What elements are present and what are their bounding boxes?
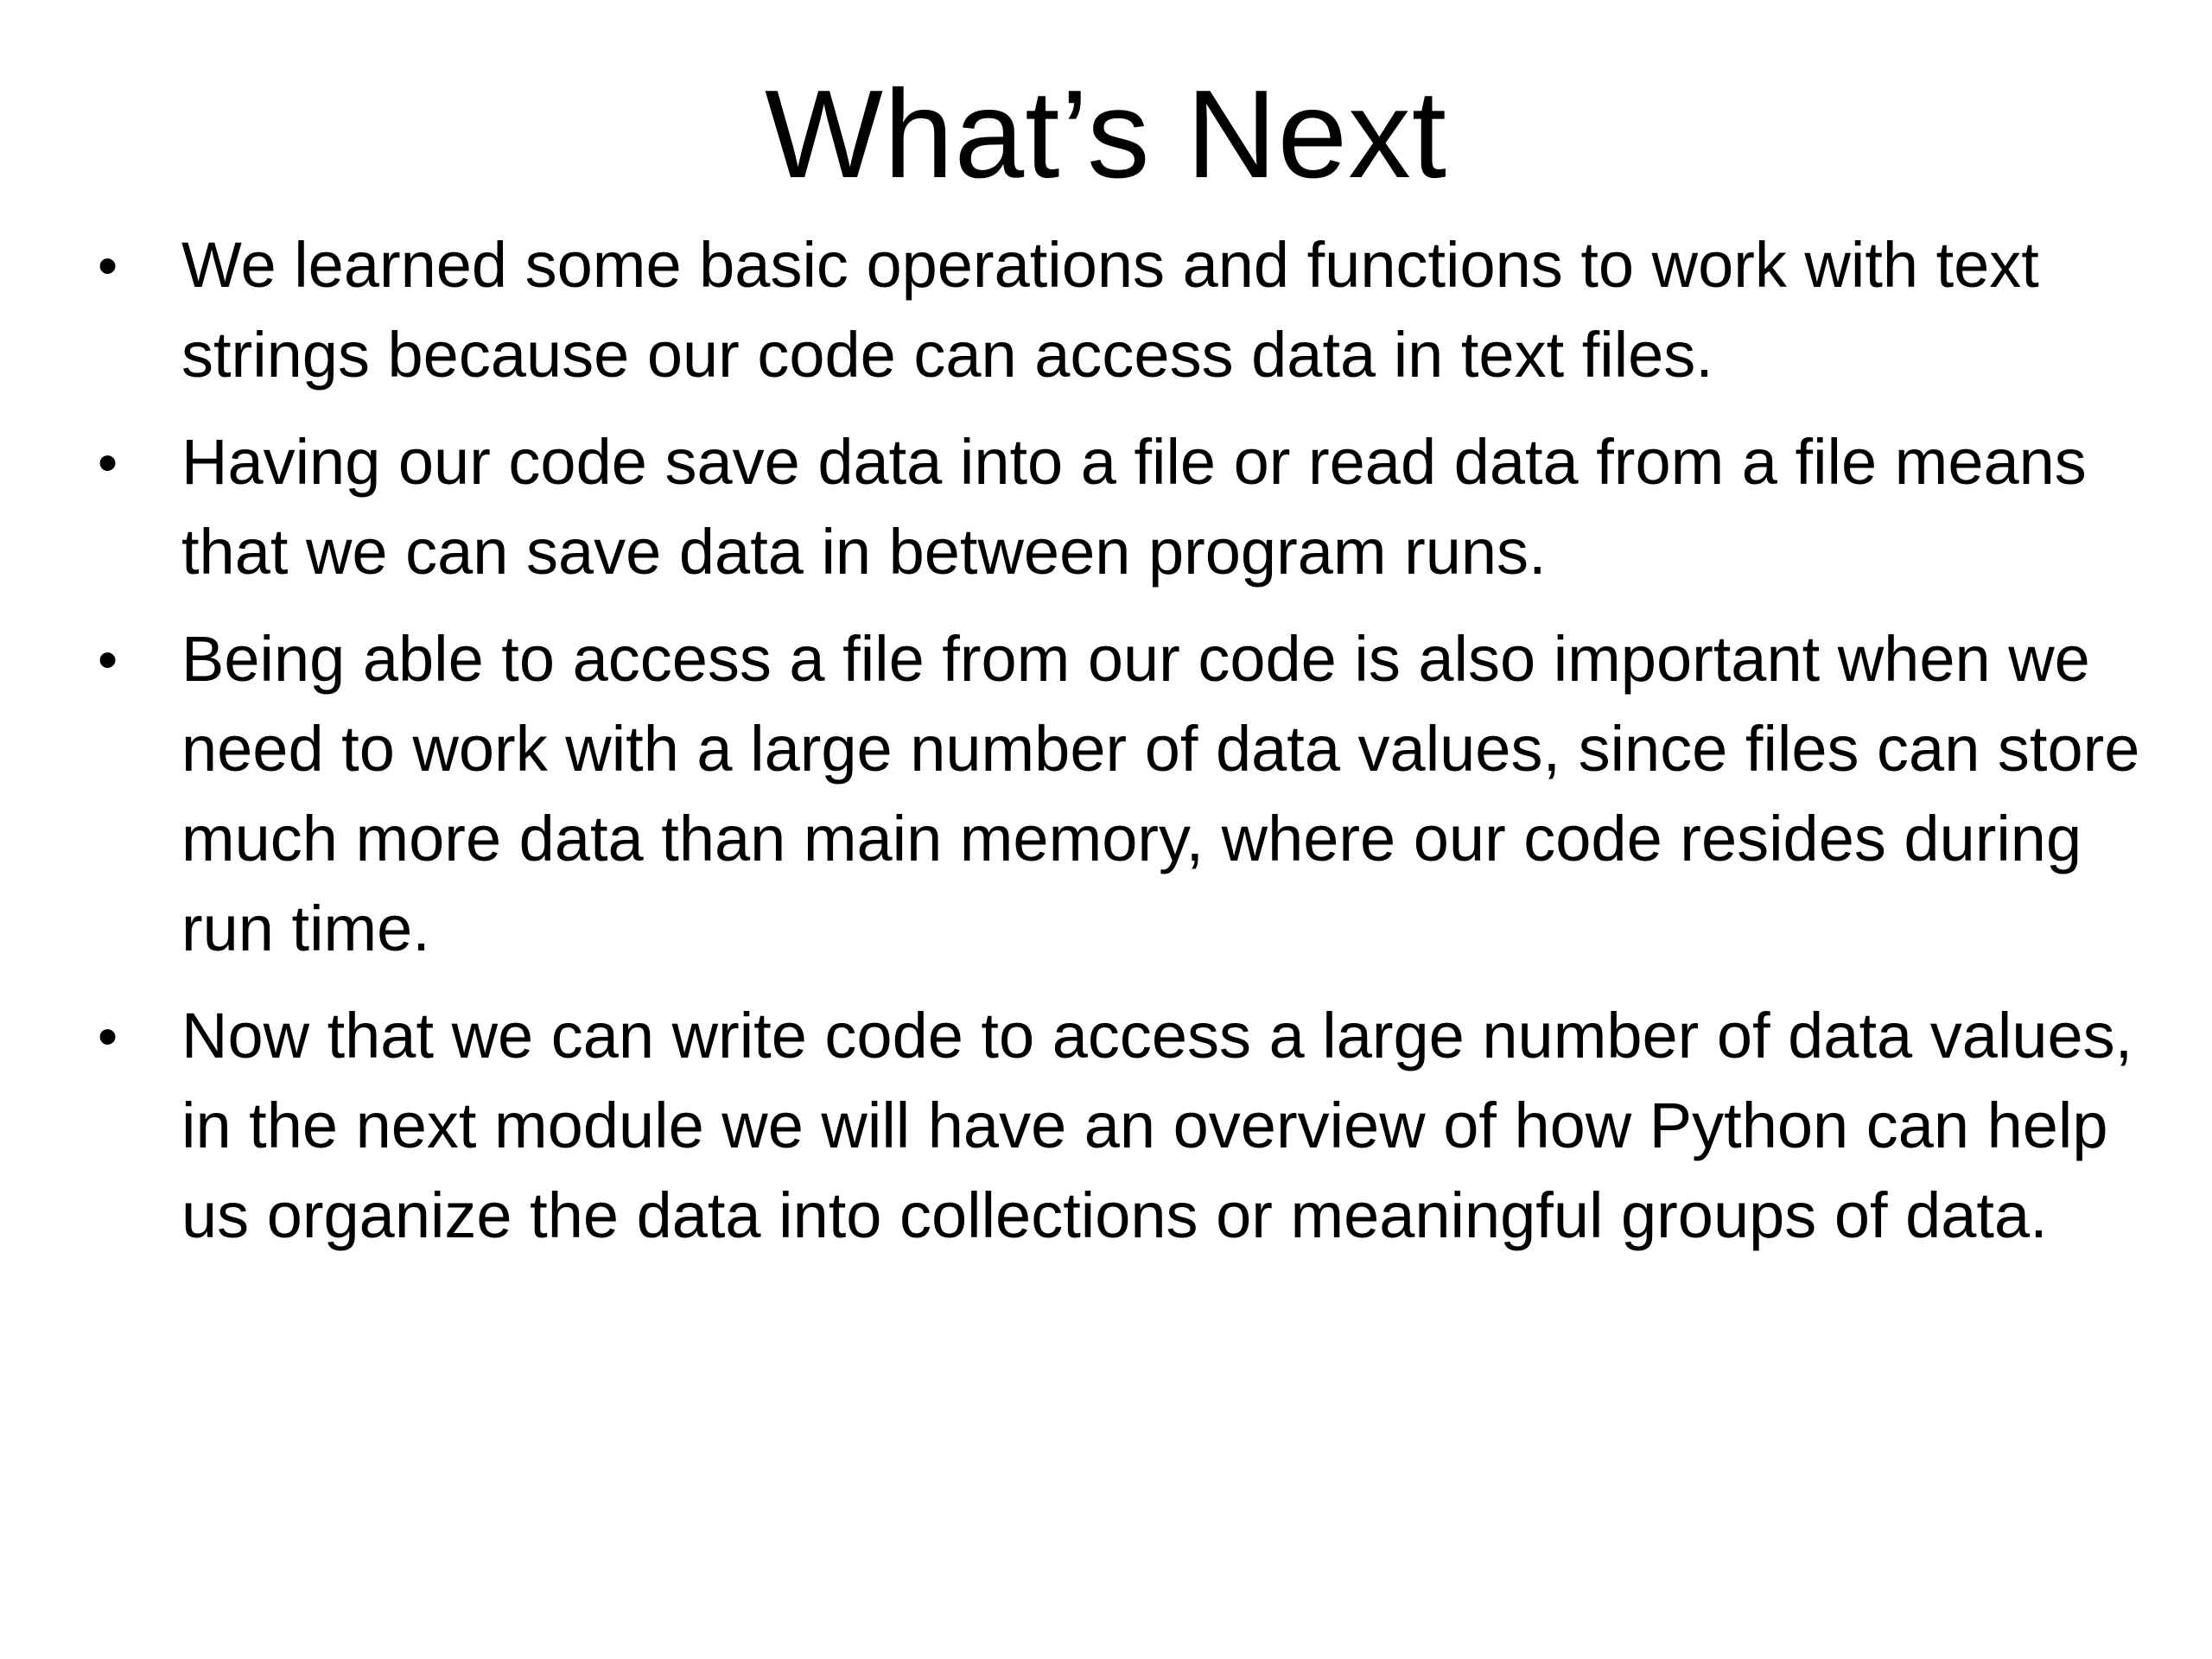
bullet-dot-icon: • (98, 1004, 118, 1068)
slide-title: What’s Next (765, 64, 1447, 204)
bullet-text-4: Now that we can write code to access a large number of data values, in the next module we will have an overview of how Python can help us organize the data into collections or meaningful groups of data. (181, 1000, 2133, 1251)
bullet-item-3 (91, 614, 2147, 974)
bullet-dot-icon: • (98, 233, 118, 297)
bullet-text-3: Being able to access a file from our code is also important when we need to work with a large number of data values, since files can store much more data than main memory, where our code resides during run time. (181, 623, 2140, 964)
bullet-text-1: We learned some basic operations and functions to work with text strings because our code can access data in text files. (181, 229, 2039, 391)
bullet-item-2 (91, 417, 2147, 597)
bullet-dot-icon: • (98, 627, 118, 691)
bullet-text-2: Having our code save data into a file or read data from a file means that we can save data in between program runs. (181, 426, 2087, 588)
bullet-dot-icon: • (98, 430, 118, 494)
bullet-item-1 (91, 220, 2147, 400)
bullet-item-4 (91, 991, 2147, 1261)
bullet-list (91, 220, 2147, 1278)
